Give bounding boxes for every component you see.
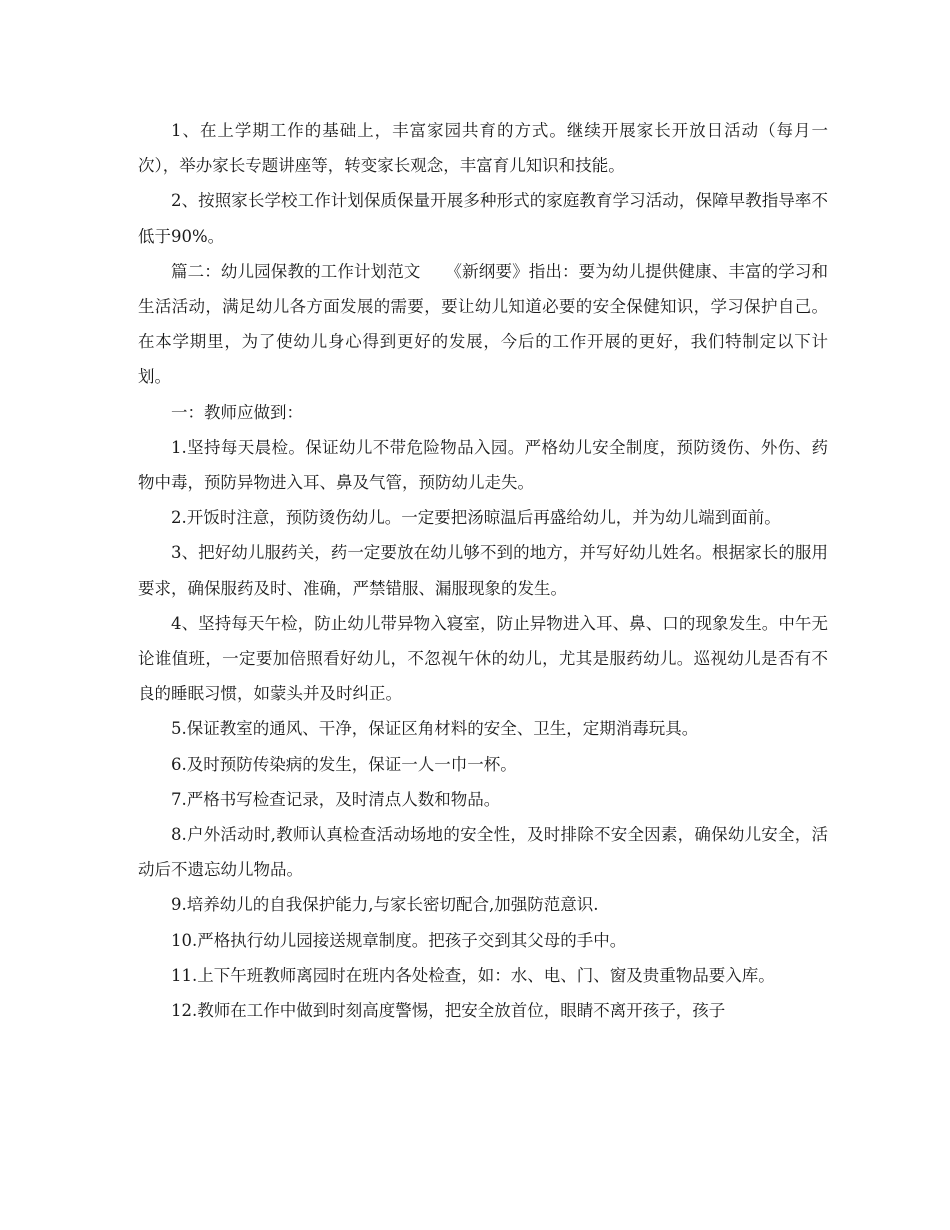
paragraph-part-two-intro: 篇二：幼儿园保教的工作计划范文 《新纲要》指出：要为幼儿提供健康、丰富的学习和生活活动，满足幼儿各方面发展的需要，要让幼儿知道必要的安全保健知识，学习保护自己。在本学期里，为了使幼儿身心得到更好的发展，今后的工作开展的更好，我们特制定以下计划。 [138, 261, 828, 387]
section-heading-teacher-duties: 一：教师应做到： [171, 402, 303, 422]
list-item-vigilance: 12.教师在工作中做到时刻高度警惕，把安全放首位，眼睛不离开孩子，孩子 [171, 1001, 726, 1021]
list-item-disease-prevention: 6.及时预防传染病的发生，保证一人一巾一杯。 [171, 754, 517, 774]
list-item-medication: 3、把好幼儿服药关，药一定要放在幼儿够不到的地方，并写好幼儿姓名。根据家长的服用要求，确保服药及时、准确，严禁错服、漏服现象的发生。 [138, 543, 828, 598]
document-body [138, 113, 828, 1028]
list-item-morning-check: 1.坚持每天晨检。保证幼儿不带危险物品入园。严格幼儿安全制度，预防烫伤、外伤、药物中毒，预防异物进入耳、鼻及气管，预防幼儿走失。 [138, 437, 828, 493]
list-item-meal-safety: 2.开饭时注意，预防烫伤幼儿。一定要把汤晾温后再盛给幼儿，并为幼儿端到面前。 [171, 508, 781, 528]
list-item-noon-check: 4、坚持每天午检，防止幼儿带异物入寝室，防止异物进入耳、鼻、口的现象发生。中午无论谁值班，一定要加倍照看好幼儿，不忽视午休的幼儿，尤其是服药幼儿。巡视幼儿是否有不良的睡眠习惯，如蒙头并及时纠正。 [138, 613, 828, 704]
list-item-leaving-check: 11.上下午班教师离园时在班内各处检查，如：水、电、门、窗及贵重物品要入库。 [171, 965, 775, 985]
paragraph-parent-school-plan: 2、按照家长学校工作计划保质保量开展多种形式的家庭教育学习活动，保障早教指导率不低于90%。 [138, 191, 828, 246]
list-item-classroom-hygiene: 5.保证教室的通风、干净，保证区角材料的安全、卫生，定期消毒玩具。 [171, 719, 699, 739]
paragraph-home-school-cooperation: 1、在上学期工作的基础上，丰富家园共育的方式。继续开展家长开放日活动（每月一次），举办家长专题讲座等，转变家长观念，丰富育儿知识和技能。 [138, 121, 828, 176]
list-item-outdoor-safety: 8.户外活动时,教师认真检查活动场地的安全性，及时排除不安全因素，确保幼儿安全，活动后不遗忘幼儿物品。 [138, 825, 828, 880]
list-item-records: 7.严格书写检查记录，及时清点人数和物品。 [171, 789, 501, 809]
list-item-self-protection: 9.培养幼儿的自我保护能力,与家长密切配合,加强防范意识. [171, 895, 599, 915]
list-item-pickup-rules: 10.严格执行幼儿园接送规章制度。把孩子交到其父母的手中。 [171, 930, 627, 950]
